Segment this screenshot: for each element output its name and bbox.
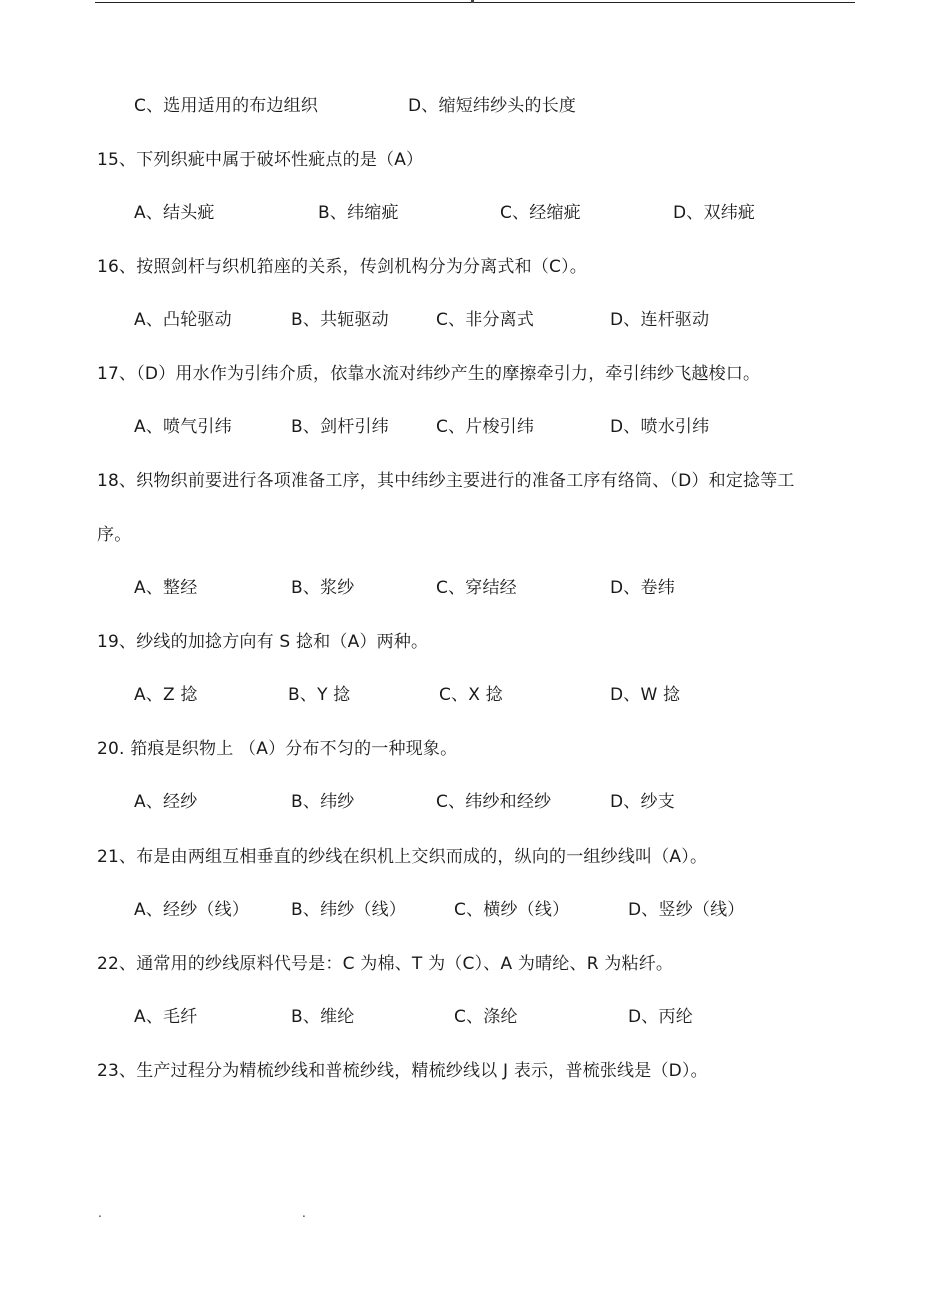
footer-left-dot: . [98, 1206, 102, 1220]
q16-option-c: C、非分离式 [436, 310, 535, 330]
question-21-stem: 21、布是由两组互相垂直的纱线在织机上交织而成的，纵向的一组纱线叫（A）。 [97, 847, 708, 867]
q18-option-c: C、穿结经 [436, 578, 517, 598]
question-16-stem: 16、按照剑杆与织机筘座的关系，传剑机构分为分离式和（C）。 [97, 257, 588, 277]
question-23-stem: 23、生产过程分为精梳纱线和普梳纱线，精梳纱线以 J 表示，普梳张线是（D）。 [97, 1061, 708, 1081]
question-17-stem: 17、（D）用水作为引纬介质，依靠水流对纬纱产生的摩擦牵引力，牵引纬纱飞越梭口。 [97, 364, 761, 384]
q20-option-c: C、纬纱和经纱 [436, 792, 552, 812]
q21-option-c: C、横纱（线） [454, 900, 570, 920]
q18-option-b: B、浆纱 [291, 578, 355, 598]
q15-option-d: D、双纬疵 [673, 203, 756, 223]
q17-option-d: D、喷水引纬 [610, 417, 710, 437]
q20-option-a: A、经纱 [134, 792, 198, 812]
q19-option-c: C、X 捻 [439, 685, 503, 705]
q22-option-d: D、丙纶 [628, 1007, 693, 1027]
q15-option-a: A、结头疵 [134, 203, 215, 223]
q22-option-b: B、维纶 [291, 1007, 355, 1027]
q14-option-c: C、选用适用的布边组织 [134, 96, 319, 116]
q14-option-d: D、缩短纬纱头的长度 [408, 96, 577, 116]
q17-option-c: C、片梭引纬 [436, 417, 535, 437]
q22-option-a: A、毛纤 [134, 1007, 198, 1027]
question-19-stem: 19、纱线的加捻方向有 S 捻和（A）两种。 [97, 632, 429, 652]
q17-option-a: A、喷气引纬 [134, 417, 232, 437]
q21-option-b: B、纬纱（线） [291, 900, 407, 920]
question-18-stem-continued: 序。 [97, 525, 132, 545]
q18-option-a: A、整经 [134, 578, 198, 598]
q19-option-a: A、Z 捻 [134, 685, 198, 705]
footer-right-dot: . [302, 1206, 306, 1220]
q16-option-a: A、凸轮驱动 [134, 310, 232, 330]
header-rule [95, 2, 855, 3]
header-center-mark [471, 0, 474, 3]
question-22-stem: 22、通常用的纱线原料代号是：C 为棉、T 为（C）、A 为晴纶、R 为粘纤。 [97, 954, 674, 974]
q17-option-b: B、剑杆引纬 [291, 417, 389, 437]
q16-option-d: D、连杆驱动 [610, 310, 710, 330]
q21-option-d: D、竖纱（线） [628, 900, 745, 920]
q20-option-d: D、纱支 [610, 792, 675, 812]
q22-option-c: C、涤纶 [454, 1007, 518, 1027]
q15-option-c: C、经缩疵 [500, 203, 581, 223]
q15-option-b: B、纬缩疵 [318, 203, 399, 223]
q19-option-d: D、W 捻 [610, 685, 681, 705]
q16-option-b: B、共轭驱动 [291, 310, 389, 330]
q20-option-b: B、纬纱 [291, 792, 355, 812]
q19-option-b: B、Y 捻 [288, 685, 351, 705]
q18-option-d: D、卷纬 [610, 578, 675, 598]
q21-option-a: A、经纱（线） [134, 900, 250, 920]
question-15-stem: 15、下列织疵中属于破坏性疵点的是（A） [97, 150, 424, 170]
question-18-stem: 18、织物织前要进行各项准备工序，其中纬纱主要进行的准备工序有络筒、（D）和定捻等工 [97, 471, 795, 491]
question-20-stem: 20. 筘痕是织物上 （A）分布不匀的一种现象。 [97, 739, 458, 759]
